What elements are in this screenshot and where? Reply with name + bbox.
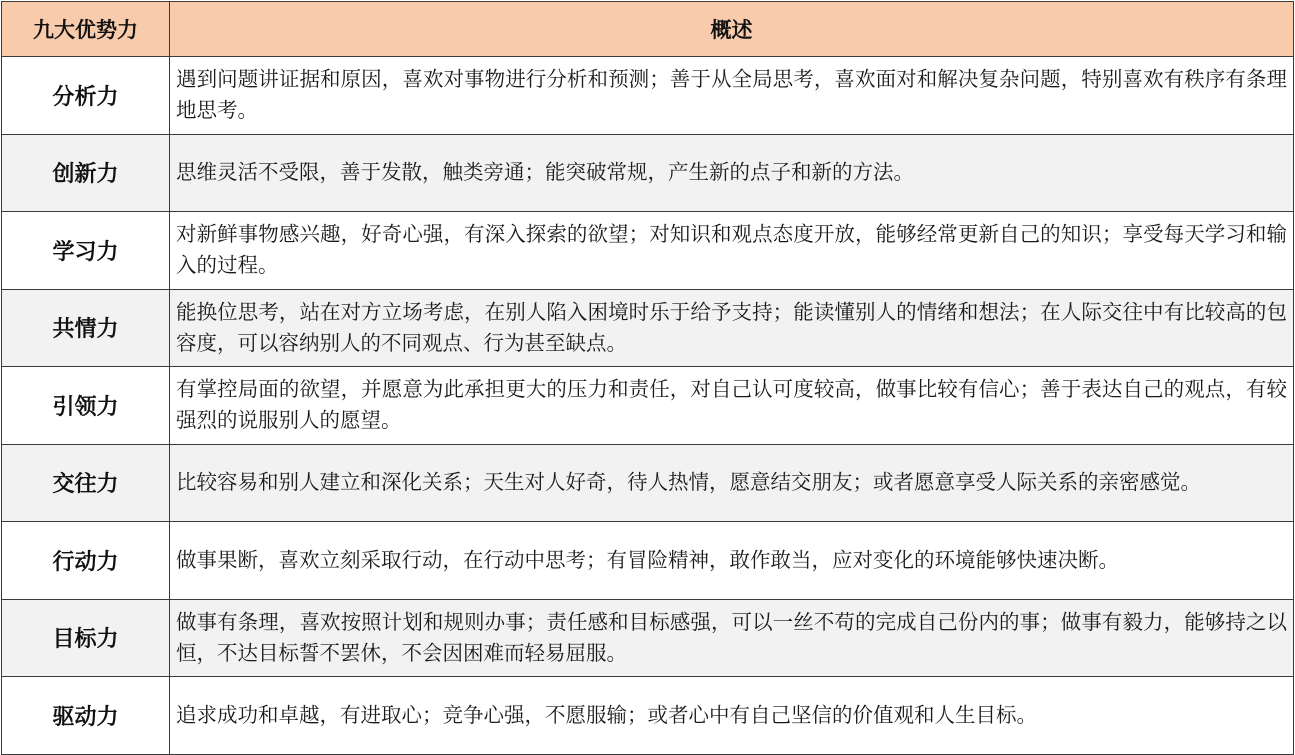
strength-description-cell: 有掌控局面的欲望，并愿意为此承担更大的压力和责任，对自己认可度较高，做事比较有信心；善于表达自己的观点，有较强烈的说服别人的愿望。: [170, 367, 1294, 445]
strength-description-cell: 思维灵活不受限，善于发散，触类旁通；能突破常规，产生新的点子和新的方法。: [170, 134, 1294, 212]
strength-name-cell: 目标力: [2, 599, 170, 677]
header-cell-strength: 九大优势力: [2, 2, 170, 57]
strength-description-cell: 追求成功和卓越，有进取心；竞争心强，不愿服输；或者心中有自己坚信的价值观和人生目标。: [170, 677, 1294, 755]
table-row: [2, 57, 1294, 135]
strength-name-cell: 共情力: [2, 289, 170, 367]
table-row: [2, 444, 1294, 522]
table-row: [2, 212, 1294, 290]
strength-description-cell: 能换位思考，站在对方立场考虑，在别人陷入困境时乐于给予支持；能读懂别人的情绪和想法；在人际交往中有比较高的包容度，可以容纳别人的不同观点、行为甚至缺点。: [170, 289, 1294, 367]
strength-name-cell: 行动力: [2, 522, 170, 600]
strength-description-cell: 比较容易和别人建立和深化关系；天生对人好奇，待人热情，愿意结交朋友；或者愿意享受人际关系的亲密感觉。: [170, 444, 1294, 522]
table-row: [2, 289, 1294, 367]
strength-name-cell: 交往力: [2, 444, 170, 522]
strength-name-cell: 创新力: [2, 134, 170, 212]
strength-description-cell: 对新鲜事物感兴趣，好奇心强，有深入探索的欲望；对知识和观点态度开放，能够经常更新自己的知识；享受每天学习和输入的过程。: [170, 212, 1294, 290]
table-row: [2, 599, 1294, 677]
strength-name-cell: 驱动力: [2, 677, 170, 755]
strength-description-cell: 遇到问题讲证据和原因，喜欢对事物进行分析和预测；善于从全局思考，喜欢面对和解决复杂问题，特别喜欢有秩序有条理地思考。: [170, 57, 1294, 135]
strength-name-cell: 引领力: [2, 367, 170, 445]
strengths-sheet: [1, 1, 1294, 750]
table-row: [2, 522, 1294, 600]
strength-name-cell: 分析力: [2, 57, 170, 135]
table-row: [2, 677, 1294, 755]
strength-name-cell: 学习力: [2, 212, 170, 290]
strength-description-cell: 做事有条理，喜欢按照计划和规则办事；责任感和目标感强，可以一丝不苟的完成自己份内的事；做事有毅力，能够持之以恒，不达目标誓不罢休，不会因困难而轻易屈服。: [170, 599, 1294, 677]
table-row: [2, 134, 1294, 212]
strengths-table: [1, 1, 1294, 755]
header-cell-overview: 概述: [170, 2, 1294, 57]
header-row: [2, 2, 1294, 57]
table-row: [2, 367, 1294, 445]
strength-description-cell: 做事果断，喜欢立刻采取行动，在行动中思考；有冒险精神，敢作敢当，应对变化的环境能够快速决断。: [170, 522, 1294, 600]
